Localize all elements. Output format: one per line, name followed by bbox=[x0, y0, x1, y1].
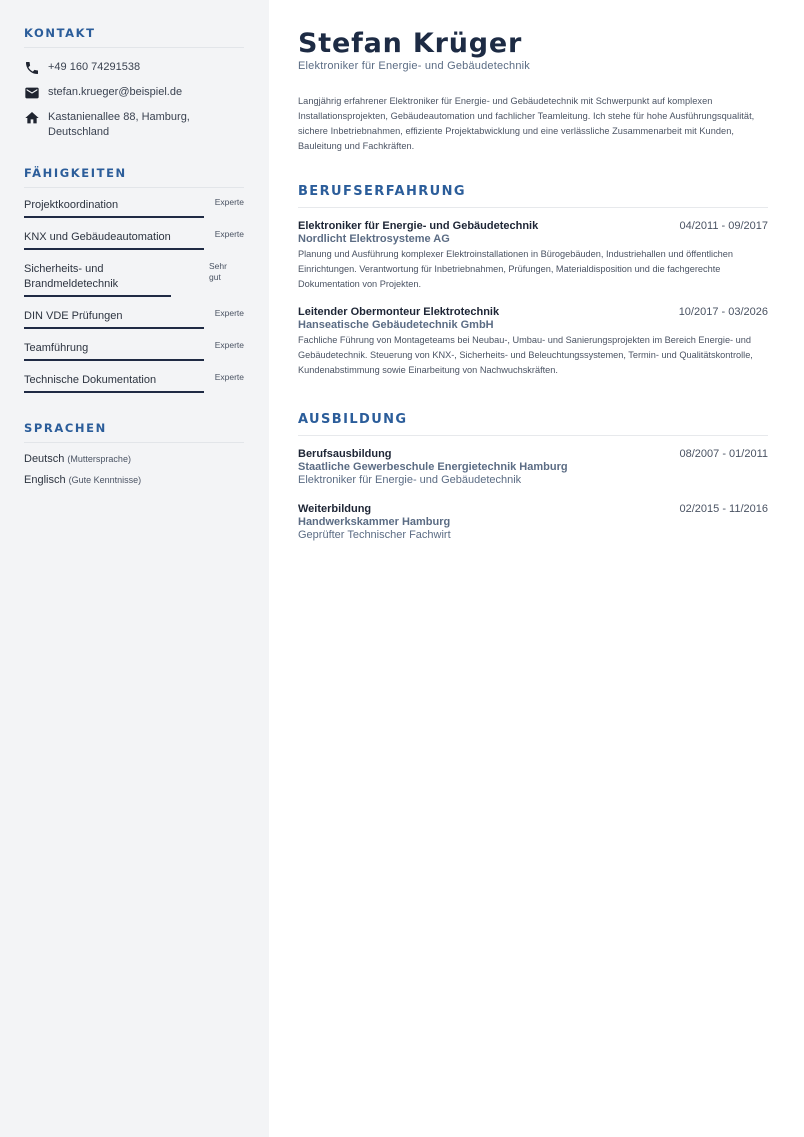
skill-item bbox=[24, 230, 244, 250]
experience-list bbox=[298, 220, 768, 378]
person-name: Stefan Krüger bbox=[298, 28, 523, 59]
education-section bbox=[298, 412, 768, 541]
entry-degree: Elektroniker für Energie- und Gebäudetechnik bbox=[298, 474, 522, 486]
languages-section bbox=[24, 421, 244, 488]
entry-title: Weiterbildung bbox=[298, 503, 372, 515]
email-text[interactable]: stefan.krueger@beispiel.de bbox=[48, 86, 183, 98]
skill-level-bar bbox=[24, 248, 204, 250]
entry-date: 08/2007 - 01/2011 bbox=[679, 448, 768, 460]
skill-level-bar bbox=[24, 359, 204, 361]
phone-text: +49 160 74291538 bbox=[48, 61, 141, 73]
entry-institution: Staatliche Gewerbeschule Energietechnik Hamburg bbox=[298, 461, 568, 473]
education-list bbox=[298, 448, 768, 541]
main-content bbox=[269, 0, 804, 1137]
contact-section bbox=[24, 26, 244, 140]
education-heading: AUSBILDUNG bbox=[298, 412, 768, 436]
languages-heading: SPRACHEN bbox=[24, 421, 244, 443]
skill-level: Experte bbox=[214, 197, 244, 207]
phone-icon bbox=[24, 60, 40, 76]
skill-level: Experte bbox=[214, 229, 244, 239]
education-entry bbox=[298, 448, 768, 486]
entry-date: 10/2017 - 03/2026 bbox=[678, 306, 768, 318]
education-entry bbox=[298, 503, 768, 541]
language-list bbox=[24, 452, 244, 488]
skill-level-bar bbox=[24, 327, 204, 329]
entry-description: Fachliche Führung von Montageteams bei Neubau-, Umbau- und Sanierungsprojekten im Bereich Energie- und Gebäudetechnik. Steuerung von KNX-, Sicherheits- und Beleuchtungssystemen, Termin- und Qualitätskontrolle, Kundenabstimmung sowie Einarbeitung von Nachwuchskräften. bbox=[298, 335, 753, 375]
job-title: Elektroniker für Energie- und Gebäudetechnik bbox=[298, 60, 530, 72]
contact-address bbox=[24, 110, 244, 140]
mail-icon bbox=[24, 85, 40, 101]
entry-title: Berufsausbildung bbox=[298, 448, 392, 460]
skill-level: Experte bbox=[214, 372, 244, 382]
skill-level: Experte bbox=[214, 340, 244, 350]
experience-entry bbox=[298, 220, 768, 292]
skills-heading: FÄHIGKEITEN bbox=[24, 166, 244, 188]
entry-company: Hanseatische Gebäudetechnik GmbH bbox=[298, 319, 494, 331]
skill-item bbox=[24, 341, 244, 361]
skill-level-bar bbox=[24, 295, 171, 297]
contact-list bbox=[24, 60, 244, 140]
entry-degree: Geprüfter Technischer Fachwirt bbox=[298, 529, 451, 541]
language-name: Englisch bbox=[24, 474, 66, 486]
contact-email bbox=[24, 85, 244, 101]
skill-name: Teamführung bbox=[24, 342, 89, 354]
entry-title: Leitender Obermonteur Elektrotechnik bbox=[298, 306, 500, 318]
entry-date: 04/2011 - 09/2017 bbox=[679, 220, 768, 232]
entry-description: Planung und Ausführung komplexer Elektroinstallationen in Bürogebäuden, Industriehallen und öffentlichen Einrichtungen. Verantwortung für Inbetriebnahmen, Prüfungen, Materialdisposition und die fachgerechte Dokumentation von Projekten. bbox=[298, 249, 734, 289]
skill-name: KNX und Gebäudeautomation bbox=[24, 231, 171, 243]
entry-institution: Handwerkskammer Hamburg bbox=[298, 516, 451, 528]
sidebar bbox=[0, 0, 269, 1137]
contact-phone bbox=[24, 60, 244, 76]
skill-item bbox=[24, 309, 244, 329]
skill-item bbox=[24, 198, 244, 218]
experience-heading: BERUFSERFAHRUNG bbox=[298, 184, 768, 208]
home-icon bbox=[24, 110, 40, 126]
skill-name: Technische Dokumentation bbox=[24, 374, 157, 386]
skill-item bbox=[24, 373, 244, 393]
language-level: (Muttersprache) bbox=[67, 454, 131, 464]
language-level: (Gute Kenntnisse) bbox=[68, 475, 142, 485]
skill-list bbox=[24, 198, 244, 393]
skill-level-bar bbox=[24, 216, 204, 218]
profile-summary: Langjährig erfahrener Elektroniker für Energie- und Gebäudetechnik mit Schwerpunkt auf komplexen Installationsprojekten, Gebäudeautomation und fachlicher Teamleitung. Ich stehe für hohe Ausführungsqualität, sichere Inbetriebnahmen, effiziente Projektabwicklung und eine verlässliche Zusammenarbeit mit Kunden, Bauleitung und Fachkräften. bbox=[298, 96, 755, 151]
entry-date: 02/2015 - 11/2016 bbox=[679, 503, 768, 515]
address-text: Kastanienallee 88, Hamburg, Deutschland bbox=[48, 111, 190, 138]
skill-name: DIN VDE Prüfungen bbox=[24, 310, 123, 322]
experience-entry bbox=[298, 306, 768, 378]
skill-level: Sehr gut bbox=[209, 261, 227, 282]
skills-section bbox=[24, 166, 244, 393]
skill-item bbox=[24, 262, 244, 297]
skill-name: Sicherheits- und Brandmeldetechnik bbox=[24, 263, 119, 290]
entry-company: Nordlicht Elektrosysteme AG bbox=[298, 233, 450, 245]
language-name: Deutsch bbox=[24, 453, 65, 465]
skill-level: Experte bbox=[214, 308, 244, 318]
language-item bbox=[24, 452, 244, 467]
skill-name: Projektkoordination bbox=[24, 199, 119, 211]
entry-title: Elektroniker für Energie- und Gebäudetechnik bbox=[298, 220, 539, 232]
language-item bbox=[24, 473, 244, 488]
skill-level-bar bbox=[24, 391, 204, 393]
experience-section bbox=[298, 184, 768, 378]
contact-heading: KONTAKT bbox=[24, 26, 244, 48]
